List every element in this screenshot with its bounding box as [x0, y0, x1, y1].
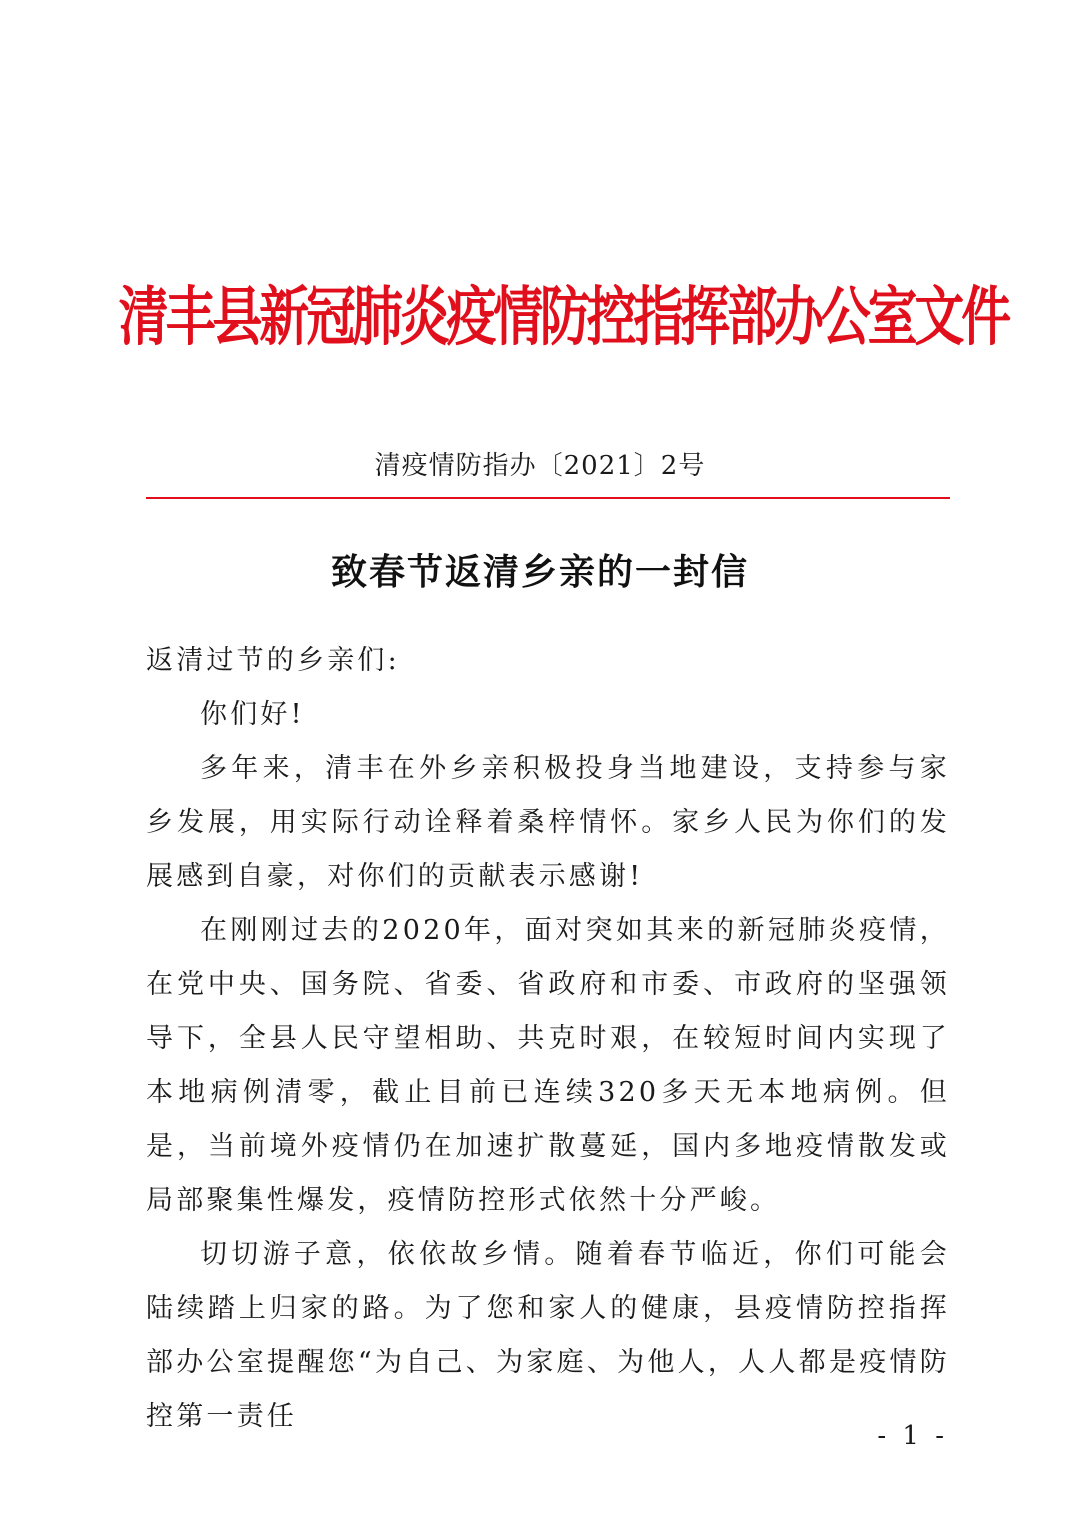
- letter-paragraph: 多年来，清丰在外乡亲积极投身当地建设，支持参与家乡发展，用实际行动诠释着桑梓情怀。家乡人民为你们的发展感到自豪，对你们的贡献表示感谢!: [146, 753, 950, 892]
- letter-greeting: 你们好!: [200, 699, 305, 730]
- document-number: 清疫情防指办〔2021〕2号: [374, 451, 706, 481]
- document-header-title: 清丰县新冠肺炎疫情防控指挥部办公室文件: [118, 281, 1008, 355]
- letter-body: [146, 634, 950, 1444]
- page-number: - 1 -: [877, 1421, 948, 1451]
- letter-paragraph: 切切游子意，依依故乡情。随着春节临近，你们可能会陆续踏上归家的路。为了您和家人的健康，县疫情防控指挥部办公室提醒您“为自己、为家庭、为他人，人人都是疫情防控第一责任: [146, 1239, 950, 1432]
- red-divider-line: [146, 497, 950, 499]
- letter-salutation: 返清过节的乡亲们:: [146, 645, 400, 676]
- letter-paragraph: 在刚刚过去的2020年，面对突如其来的新冠肺炎疫情，在党中央、国务院、省委、省政府和市委、市政府的坚强领导下，全县人民守望相助、共克时艰，在较短时间内实现了本地病例清零，截止目前已连续320多天无本地病例。但是，当前境外疫情仍在加速扩散蔓延，国内多地疫情散发或局部聚集性爆发，疫情防控形式依然十分严峻。: [146, 915, 950, 1216]
- letter-title: 致春节返清乡亲的一封信: [330, 552, 749, 593]
